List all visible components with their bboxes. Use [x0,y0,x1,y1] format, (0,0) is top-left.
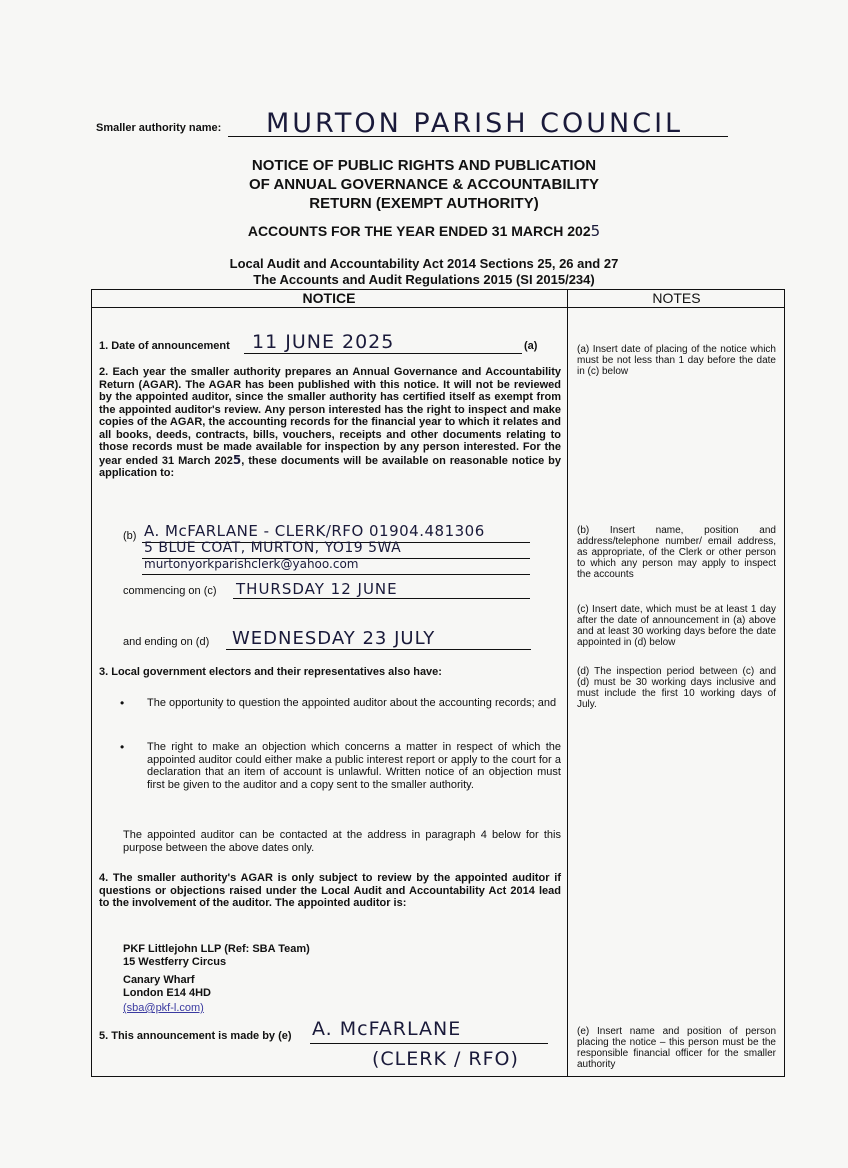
paragraph-4: 4. The smaller authority's AGAR is only subject to review by the appointed auditor if questions or objections raised under the Local Audit and Accountability Act 2014 lead to the involvement of the auditor. The appointed auditor is: [99,872,561,909]
paragraph-2-hand-digit: 5 [232,452,242,467]
table-column-divider [567,289,568,1077]
commencing-label: commencing on (c) [123,585,217,597]
contact-b-label: (b) [123,530,137,542]
ending-label: and ending on (d) [123,636,210,648]
note-d: (d) The inspection period between (c) and (d) must be 30 working days inclusive and must include the first 10 working days of July. [577,666,776,710]
notice-header: NOTICE [302,290,356,306]
accounts-title-text: ACCOUNTS FOR THE YEAR ENDED 31 MARCH 202 [247,223,591,239]
title-line-1: NOTICE OF PUBLIC RIGHTS AND PUBLICATION [251,157,597,174]
commencing-value: THURSDAY 12 JUNE [236,580,398,598]
auditor-contact-text: The appointed auditor can be contacted at the address in paragraph 4 below for this purpose between the above dates only. [123,829,561,854]
announcement-date-label: 1. Date of announcement [99,340,230,352]
announcement-by-label: 5. This announcement is made by (e) [99,1030,292,1042]
announcement-by-name: A. McFARLANE [312,1018,462,1040]
bullet-2-text: The right to make an objection which concerns a matter in respect of which the appointed auditor could either make a public interest report or apply to the court for a declaration that an item of account is unlawful. Written notice of an objection must first be given to the auditor and a copy sent to the smaller authority. [147,741,561,791]
title-line-2: OF ANNUAL GOVERNANCE & ACCOUNTABILITY [249,176,599,193]
contact-underline-3 [142,574,530,575]
legislation-line-1: Local Audit and Accountability Act 2014 Sections 25, 26 and 27 [229,256,619,271]
paragraph-2-intro: 2. Each year the smaller authority prepares an Annual Governance and Accountability Return (AGAR). The AGAR has been published with this notice. It will not be reviewed by the appointed auditor, since the smaller authority has certified itself as exempt from the appointed auditor's review. [99,366,561,416]
notes-header: NOTES [652,290,701,306]
paragraph-2-end: , these documents will be available on reasonable notice by application to: [99,454,561,479]
bullet-1-text: The opportunity to question the appointed auditor about the accounting records; and [147,697,557,709]
ending-line [226,649,531,650]
auditor-email-link[interactable] [123,1002,204,1015]
note-e: (e) Insert name and position of person placing the notice – this person must be the responsible financial officer for the smaller authority [577,1026,776,1070]
contact-line-2: 5 BLUE COAT, MURTON, YO19 5WA [144,540,402,556]
legislation-line-2: The Accounts and Audit Regulations 2015 (SI 2015/234) [253,272,595,287]
note-c: (c) Insert date, which must be at least 1 day after the date of announcement in (a) above and at least 30 working days before the date appointed in (d) below [577,604,776,648]
paragraph-2-rights: Any person interested has the right to inspect and make copies of the AGAR, the accounting records for the financial year to which it relates and all books, deeds, contracts, bills, vouchers, receipts and other documents relating to those records must be made available for inspection by any person interested. For the year ended 31 March 202 [99,403,561,467]
authority-name-label: Smaller authority name: [96,122,222,134]
announcement-date-line [244,353,522,354]
announcement-by-line [310,1043,548,1044]
announcement-date-value: 11 JUNE 2025 [252,331,395,353]
auditor-name: PKF Littlejohn LLP (Ref: SBA Team) [123,943,310,955]
contact-line-3: murtonyorkparishclerk@yahoo.com [144,557,359,571]
authority-name-value: MURTON PARISH COUNCIL [266,108,684,139]
announcement-by-position: (CLERK / RFO) [372,1048,519,1070]
title-line-3: RETURN (EXEMPT AUTHORITY) [309,195,539,212]
contact-line-1: A. McFARLANE - CLERK/RFO 01904.481306 [144,522,485,540]
paragraph-3-heading: 3. Local government electors and their representatives also have: [99,666,442,678]
table-header-divider [91,307,785,308]
announcement-date-suffix: (a) [524,340,538,352]
auditor-address-3: London E14 4HD [123,987,212,999]
accounts-title-hand-digit: 5 [590,222,601,240]
auditor-address-2: Canary Wharf [123,974,195,986]
paragraph-2 [99,366,561,480]
auditor-email[interactable]: (sba@pkf-l.com) [123,1002,204,1014]
bullet-2-marker: • [120,740,125,754]
commencing-line [233,598,530,599]
note-a: (a) Insert date of placing of the notice which must be not less than 1 day before the date in (c) below [577,344,776,377]
note-b: (b) Insert name, position and address/telephone number/ email address, as appropriate, of the Clerk or other person to which any person may apply to inspect the accounts [577,525,776,580]
bullet-1-marker: • [120,696,125,710]
ending-value: WEDNESDAY 23 JULY [232,628,436,649]
accounts-title [0,222,848,240]
auditor-address-1: 15 Westferry Circus [123,956,227,968]
